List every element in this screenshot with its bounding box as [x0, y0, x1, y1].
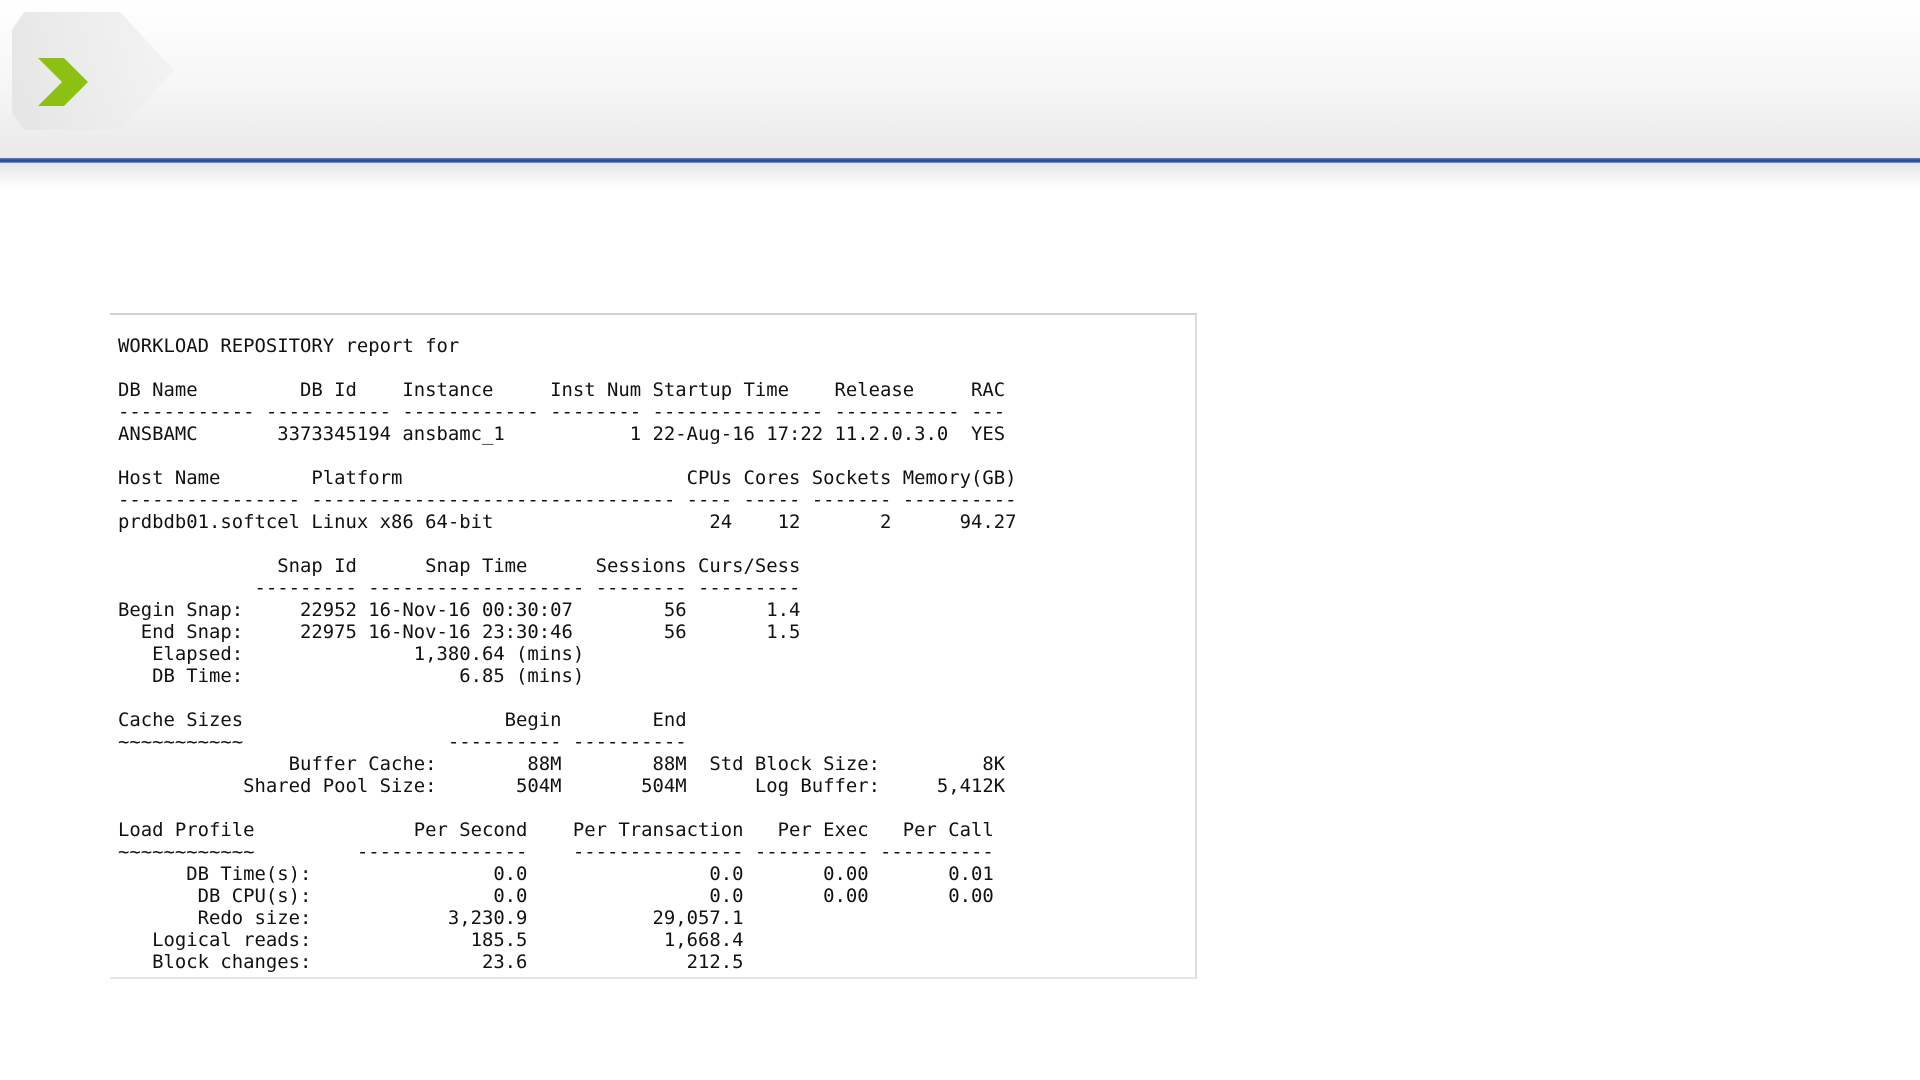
report-line: ------------ ----------- ------------ -------- --------------- ----------- ---: [118, 401, 1006, 423]
report-line: DB CPU(s): 0.0 0.0 0.00 0.00: [118, 885, 994, 907]
report-line: Snap Id Snap Time Sessions Curs/Sess: [118, 555, 801, 577]
report-line: ~~~~~~~~~~~ ---------- ----------: [118, 731, 687, 753]
awr-report-screenshot: [110, 313, 1197, 979]
report-line: DB Name DB Id Instance Inst Num Startup Time Release RAC: [118, 379, 1006, 401]
report-line: prdbdb01.softcel Linux x86 64-bit 24 12 2 94.27: [118, 511, 1017, 533]
report-line: Block changes: 23.6 212.5: [118, 951, 744, 973]
header-shadow: [0, 163, 1920, 189]
report-line: --------- ------------------- -------- ---------: [118, 577, 801, 599]
report-line: Load Profile Per Second Per Transaction Per Exec Per Call: [118, 819, 994, 841]
report-line: Buffer Cache: 88M 88M Std Block Size: 8K: [118, 753, 1006, 775]
report-line: ~~~~~~~~~~~~ --------------- --------------- ---------- ----------: [118, 841, 994, 863]
report-line: DB Time: 6.85 (mins): [118, 665, 585, 687]
report-line: Host Name Platform CPUs Cores Sockets Memory(GB): [118, 467, 1017, 489]
report-line: End Snap: 22975 16-Nov-16 23:30:46 56 1.5: [118, 621, 801, 643]
report-line: ---------------- -------------------------------- ---- ----- ------- ----------: [118, 489, 1017, 511]
chevron-right-icon: [10, 12, 180, 162]
report-line: Cache Sizes Begin End: [118, 709, 687, 731]
awr-report-text: [118, 335, 1016, 973]
slide-header: [0, 0, 1920, 158]
report-line: Redo size: 3,230.9 29,057.1: [118, 907, 744, 929]
report-line: DB Time(s): 0.0 0.0 0.00 0.01: [118, 863, 994, 885]
report-line: WORKLOAD REPOSITORY report for: [118, 335, 460, 357]
report-line: ANSBAMC 3373345194 ansbamc_1 1 22-Aug-16 17:22 11.2.0.3.0 YES: [118, 423, 1006, 445]
report-line: Begin Snap: 22952 16-Nov-16 00:30:07 56 1.4: [118, 599, 801, 621]
report-line: Logical reads: 185.5 1,668.4: [118, 929, 744, 951]
report-line: Elapsed: 1,380.64 (mins): [118, 643, 585, 665]
report-line: Shared Pool Size: 504M 504M Log Buffer: 5,412K: [118, 775, 1006, 797]
